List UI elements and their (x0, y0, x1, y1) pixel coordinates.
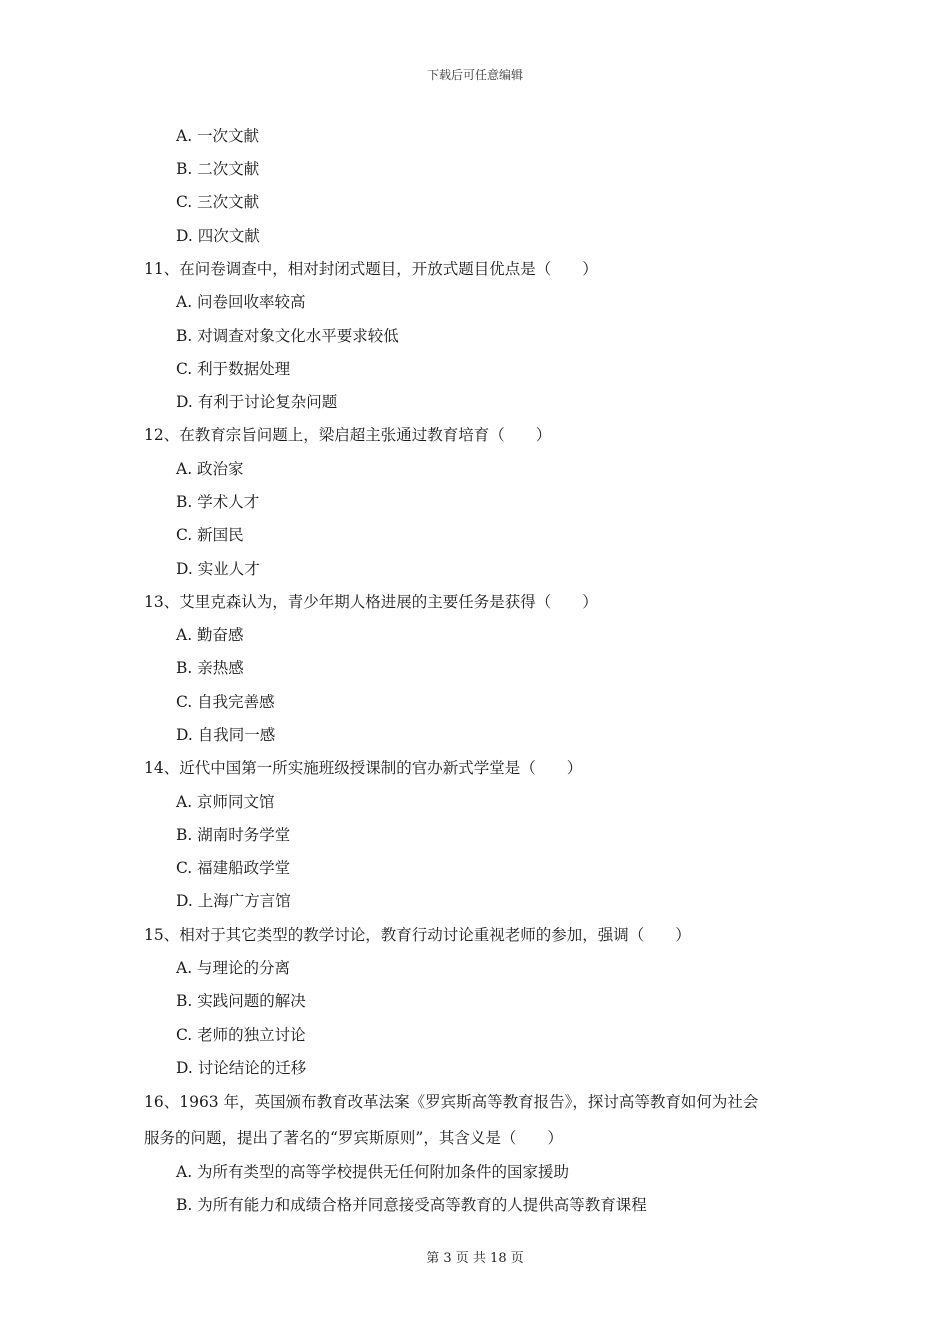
page-header: 下载后可任意编辑 (426, 68, 523, 82)
answer-option: D. 上海广方言馆 (176, 892, 291, 910)
answer-option: B. 二次文献 (176, 160, 260, 178)
page-footer: 第 3 页 共 18 页 (426, 1251, 524, 1266)
answer-option: C. 三次文献 (176, 193, 260, 211)
answer-option: C. 福建船政学堂 (176, 859, 291, 877)
answer-option: A. 一次文献 (176, 127, 260, 145)
answer-option: D. 自我同一感 (176, 726, 276, 744)
answer-option: B. 学术人才 (176, 493, 260, 511)
question-text: 14、近代中国第一所实施班级授课制的官办新式学堂是（ ） (144, 759, 583, 777)
answer-option: B. 湖南时务学堂 (176, 826, 291, 844)
answer-option: C. 老师的独立讨论 (176, 1026, 306, 1044)
answer-option: C. 自我完善感 (176, 693, 275, 711)
answer-option: B. 为所有能力和成绩合格并同意接受高等教育的人提供高等教育课程 (176, 1196, 647, 1214)
answer-option: B. 亲热感 (176, 659, 244, 677)
answer-option: A. 为所有类型的高等学校提供无任何附加条件的国家援助 (176, 1163, 570, 1181)
answer-option: B. 实践问题的解决 (176, 992, 306, 1010)
answer-option: D. 实业人才 (176, 560, 260, 578)
question-text: 服务的问题，提出了著名的“罗宾斯原则”，其含义是（ ） (144, 1129, 563, 1147)
answer-option: A. 京师同文馆 (176, 793, 275, 811)
answer-option: B. 对调查对象文化水平要求较低 (176, 327, 399, 345)
question-text: 16、1963 年，英国颁布教育改革法案《罗宾斯高等教育报告》，探讨高等教育如何为社会 (144, 1093, 759, 1111)
question-text: 15、相对于其它类型的教学讨论，教育行动讨论重视老师的参加，强调（ ） (144, 926, 691, 944)
answer-option: D. 讨论结论的迁移 (176, 1059, 307, 1077)
answer-option: C. 利于数据处理 (176, 360, 291, 378)
answer-option: C. 新国民 (176, 526, 244, 544)
question-text: 12、在教育宗旨问题上，梁启超主张通过教育培育（ ） (144, 426, 552, 444)
question-text: 13、艾里克森认为，青少年期人格进展的主要任务是获得（ ） (144, 593, 598, 611)
answer-option: D. 有利于讨论复杂问题 (176, 393, 338, 411)
question-text: 11、在问卷调查中，相对封闭式题目，开放式题目优点是（ ） (144, 260, 598, 278)
answer-option: A. 问卷回收率较高 (176, 293, 306, 311)
answer-option: A. 与理论的分离 (176, 959, 291, 977)
answer-option: D. 四次文献 (176, 227, 260, 245)
answer-option: A. 政治家 (176, 460, 244, 478)
answer-option: A. 勤奋感 (176, 626, 244, 644)
